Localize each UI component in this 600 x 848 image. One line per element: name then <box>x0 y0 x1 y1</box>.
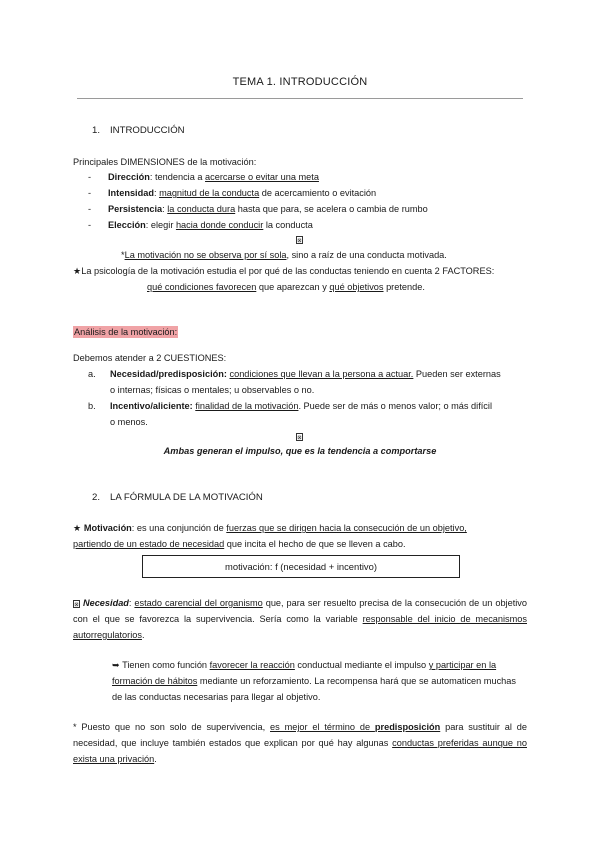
necesidad-definition: ⊠ Necesidad: estado carencial del organismo que, para ser resuelto precisa de la consecución de un objetivo con el que se favorezca la supervivencia. Sería como la variable responsable del inicio de mecanismos autorregulatorios. <box>73 598 528 640</box>
dimension-underlined: acercarse o evitar una meta <box>205 172 319 182</box>
definition-text: . <box>141 630 145 640</box>
item-text: Pueden ser externas <box>413 369 501 379</box>
title-divider <box>77 98 523 99</box>
note-observation <box>121 249 447 261</box>
dimension-term: Elección <box>108 220 146 230</box>
section-number: 1. <box>92 125 101 136</box>
formula-box: motivación: f (necesidad + incentivo) <box>142 555 460 578</box>
dimension-term: Intensidad <box>108 188 154 198</box>
analysis-item-a-cont: o internas; físicas o mentales; u observables o no. <box>110 385 315 395</box>
definition-term: Necesidad <box>82 598 129 608</box>
factor-text: que aparezcan y <box>256 282 330 292</box>
factor-text: pretende. <box>383 282 425 292</box>
factor-underlined: qué condiciones favorecen <box>147 282 257 292</box>
dimension-item <box>88 187 376 199</box>
dimension-text: de acercamiento o evitación <box>259 188 377 198</box>
section-title: LA FÓRMULA DE LA MOTIVACIÓN <box>110 492 263 503</box>
final-note <box>73 719 527 767</box>
analysis-conclusion: Ambas generan el impulso, que es la tendencia a comportarse <box>163 446 437 456</box>
definition-term: Motivación <box>83 523 132 533</box>
dimension-term: Dirección <box>108 172 150 182</box>
note-marker: * <box>121 250 125 260</box>
analysis-item-b <box>88 400 492 412</box>
analysis-item-b-cont: o menos. <box>110 417 148 427</box>
note-text: . <box>154 754 157 764</box>
dimension-item <box>88 219 313 231</box>
definition-underlined: partiendo de un estado de necesidad <box>73 539 225 549</box>
note-underlined: es mejor el término de <box>270 722 375 732</box>
note-text: , sino a raíz de una conducta motivada. <box>286 250 447 260</box>
placeholder-glyph-icon: ⊠ <box>297 237 302 244</box>
item-text: . Puede ser de más o menos valor; o más difícil <box>298 401 492 411</box>
dimension-underlined: hacia donde conducir <box>175 220 264 230</box>
section-2-heading <box>92 492 263 503</box>
item-term: Incentivo/aliciente: <box>110 401 193 411</box>
definition-text: que incita el hecho de que se lleven a cabo. <box>224 539 406 549</box>
dimension-underlined: la conducta dura <box>167 204 236 214</box>
page-title: TEMA 1. INTRODUCCIÓN <box>232 76 368 88</box>
note-text: mediante un reforzamiento. La recompensa hará que se automaticen muchas de las conductas necesarias para llegar al objetivo. <box>112 676 516 702</box>
star-note-line2 <box>147 281 425 293</box>
note-underlined: La motivación no se observa por sí sola <box>124 250 287 260</box>
definition-text: : es una conjunción de <box>131 523 227 533</box>
highlighted-heading: Análisis de la motivación: <box>74 327 178 337</box>
definition-underlined: fuerzas que se dirigen hacia la consecución de un objetivo, <box>226 523 467 533</box>
curved-arrow-icon: ➥ <box>112 660 120 670</box>
analysis-intro: Debemos atender a 2 CUESTIONES: <box>73 353 227 363</box>
note-text: Tienen como función <box>119 660 210 670</box>
item-label: b. <box>88 401 96 411</box>
star-icon: ★ <box>73 523 82 533</box>
item-underlined: finalidad de la motivación <box>195 401 299 411</box>
definition-underlined: estado carencial del organismo <box>134 598 263 608</box>
dimension-text: : elegir <box>145 220 176 230</box>
note-underlined: conductas preferidas aunque no exista una privación <box>73 738 527 764</box>
motivation-definition <box>73 520 527 552</box>
dimension-text: hasta que para, se acelera o cambia de rumbo <box>235 204 428 214</box>
dimension-underlined: magnitud de la conducta <box>159 188 260 198</box>
note-text: * Puesto que no son solo de supervivencia, <box>73 722 271 732</box>
dimension-item <box>88 171 319 183</box>
factor-underlined: qué objetivos <box>329 282 384 292</box>
note-underlined: favorecer la reacción <box>209 660 295 670</box>
section-1-heading <box>92 125 185 136</box>
note-underlined: y participar en la formación de hábitos <box>112 660 497 686</box>
dimension-text: : <box>153 188 160 198</box>
section-number: 2. <box>92 492 101 503</box>
bullet-dash: - <box>88 188 92 198</box>
dimensions-heading: Principales DIMENSIONES de la motivación: <box>73 157 257 167</box>
placeholder-glyph-icon: ⊠ <box>297 434 302 441</box>
dimension-text: : tendencia a <box>149 172 206 182</box>
analysis-item-a <box>88 368 501 380</box>
bullet-dash: - <box>88 204 92 214</box>
note-text: para sustituir al de necesidad, que incluye también estados que explican por qué hay algunas <box>73 722 528 748</box>
star-note-line1: ★La psicología de la motivación estudia el por qué de las conductas teniendo en cuenta 2 FACTORES: <box>73 266 495 276</box>
dimension-item <box>88 203 428 215</box>
item-underlined: condiciones que llevan a la persona a actuar. <box>229 369 414 379</box>
function-note <box>112 657 527 705</box>
dimension-text: : <box>162 204 168 214</box>
dimension-text: la conducta <box>263 220 313 230</box>
note-bold-underlined: predisposición <box>374 722 441 732</box>
note-text: conductual mediante el impulso <box>294 660 429 670</box>
bullet-dash: - <box>88 172 92 182</box>
analysis-heading <box>73 326 178 338</box>
dimension-term: Persistencia <box>108 204 163 214</box>
definition-text: que, para ser resuelto precisa de la consecución de un objetivo con el que se favorezca la supervivencia. Sería como la variable <box>73 598 528 624</box>
bullet-dash: - <box>88 220 92 230</box>
section-title: INTRODUCCIÓN <box>110 125 185 136</box>
item-term: Necesidad/predisposición: <box>110 369 227 379</box>
definition-underlined: responsable del inicio de mecanismos autorregulatorios <box>73 614 527 640</box>
placeholder-glyph-icon: ⊠ <box>74 601 79 608</box>
item-label: a. <box>88 369 96 379</box>
